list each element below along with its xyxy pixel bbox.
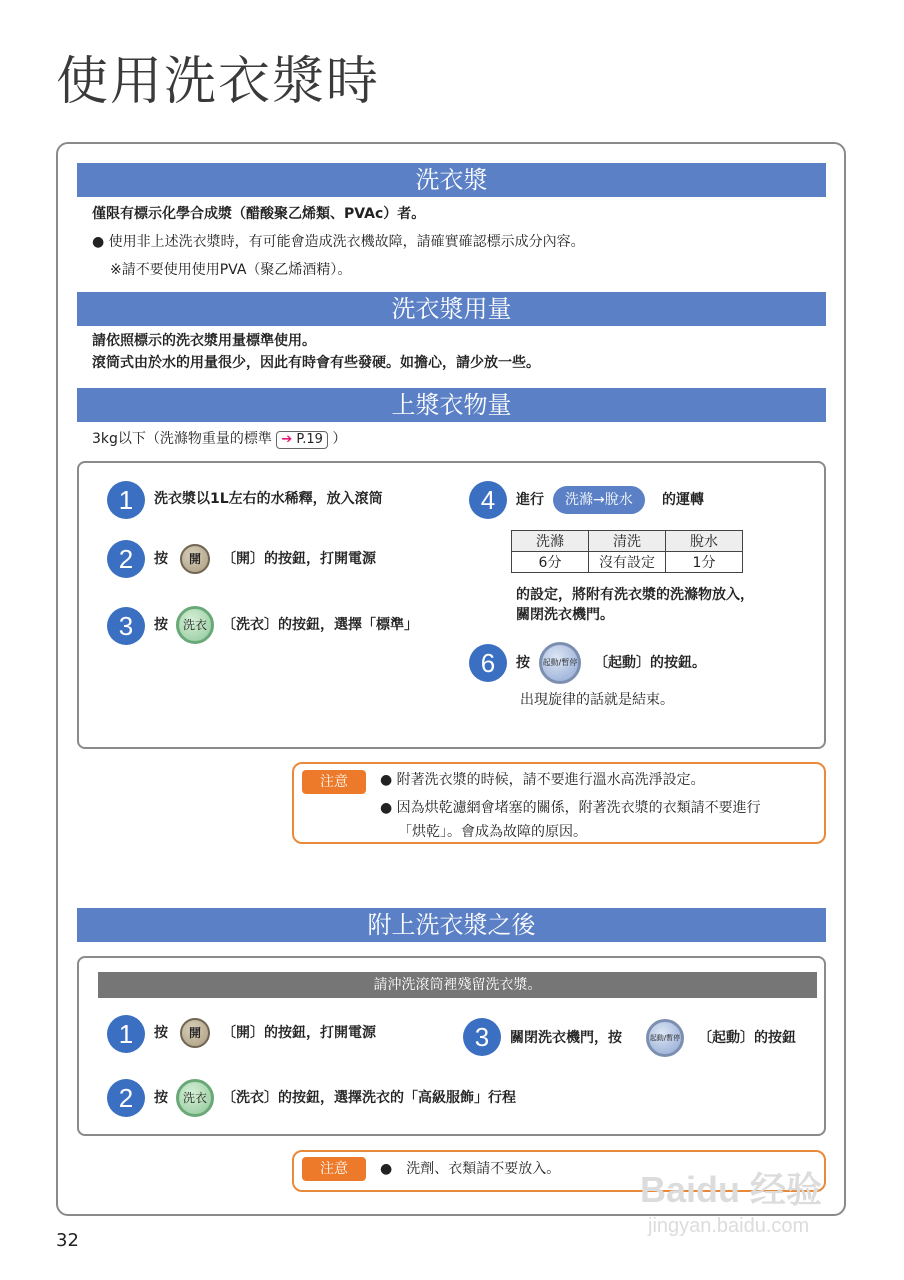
section-header-starch-load: 上漿衣物量	[77, 388, 826, 422]
step-6-subtext: 出現旋律的話就是結束。	[520, 692, 674, 708]
starch-line-3: ※請不要使用使用PVA（聚乙烯酒精）。	[110, 262, 352, 278]
load-reference-text: 3kg以下（洗滌物重量的標準	[92, 431, 272, 447]
step-number-1: 1	[107, 481, 145, 519]
amount-line-2: 滾筒式由於水的用量很少，因此有時會有些發硬。如擔心，請少放一些。	[92, 355, 540, 371]
step-3-text: 〔洗衣〕的按鈕，選擇「標準」	[222, 617, 418, 633]
section-header-starch-amount: 洗衣漿用量	[77, 292, 826, 326]
table-cell: 沒有設定	[589, 552, 666, 573]
step-4-suffix: 的運轉	[662, 492, 704, 508]
after-step-1-prefix: 按	[154, 1025, 168, 1041]
table-cell: 1分	[666, 552, 743, 573]
step-number-3: 3	[107, 607, 145, 645]
page-title: 使用洗衣漿時	[56, 52, 381, 112]
step-number-3: 3	[463, 1018, 501, 1056]
table-row	[512, 552, 743, 573]
page-reference-label: P.19	[296, 432, 323, 447]
baidu-watermark-url: jingyan.baidu.com	[648, 1215, 810, 1237]
starch-line-1: 僅限有標示化學合成漿（醋酸聚乙烯類、PVAc）者。	[92, 206, 426, 222]
power-button-icon: 開	[180, 544, 210, 574]
caution-badge: 注意	[302, 1157, 366, 1181]
section-header-starch: 洗衣漿	[77, 163, 826, 197]
after-step-2-prefix: 按	[154, 1090, 168, 1106]
step-5-line-1: 的設定，將附有洗衣漿的洗滌物放入，	[516, 587, 754, 603]
table-cell: 6分	[512, 552, 589, 573]
start-pause-button-icon: 起動/暫停	[539, 642, 581, 684]
wash-button-icon: 洗衣	[176, 1079, 214, 1117]
caution-item-2-line-2: 「烘乾」。會成為故障的原因。	[398, 824, 587, 840]
table-header-row	[512, 531, 743, 552]
step-6-text: 〔起動〕的按鈕。	[594, 655, 706, 671]
after-step-3-prefix: 關閉洗衣機門，按	[510, 1030, 622, 1046]
load-reference	[92, 429, 346, 449]
step-3-prefix: 按	[154, 617, 168, 633]
after-step-2-text: 〔洗衣〕的按鈕，選擇洗衣的「高級服飾」行程	[222, 1090, 516, 1106]
caution-item-1: ● 附著洗衣漿的時候，請不要進行溫水高洗淨設定。	[380, 772, 705, 788]
table-header-cell: 清洗	[589, 531, 666, 552]
page-reference-link[interactable]	[276, 431, 328, 449]
caution-badge: 注意	[302, 770, 366, 794]
caution-after-item-1: ● 洗劑、衣類請不要放入。	[380, 1161, 561, 1177]
section-header-after-starch: 附上洗衣漿之後	[77, 908, 826, 942]
step-5-line-2: 關閉洗衣機門。	[516, 607, 614, 623]
after-step-1-text: 〔開〕的按鈕，打開電源	[222, 1025, 376, 1041]
step-6-prefix: 按	[516, 655, 530, 671]
step-number-2: 2	[107, 540, 145, 578]
wash-spin-course-badge: 洗滌→脫水	[553, 486, 645, 514]
table-header-cell: 脫水	[666, 531, 743, 552]
arrow-right-icon: ➔	[281, 432, 293, 447]
wash-button-icon: 洗衣	[176, 606, 214, 644]
step-number-2: 2	[107, 1079, 145, 1117]
step-2-prefix: 按	[154, 551, 168, 567]
starch-line-2: ● 使用非上述洗衣漿時，有可能會造成洗衣機故障，請確實確認標示成分內容。	[92, 234, 585, 250]
power-button-icon: 開	[180, 1018, 210, 1048]
step-number-1: 1	[107, 1015, 145, 1053]
table-header-cell: 洗滌	[512, 531, 589, 552]
rinse-instruction-bar: 請沖洗滾筒裡殘留洗衣漿。	[98, 972, 817, 998]
step-number-6: 6	[469, 644, 507, 682]
step-2-text: 〔開〕的按鈕，打開電源	[222, 551, 376, 567]
after-step-3-text: 〔起動〕的按鈕	[698, 1030, 796, 1046]
page-number: 32	[56, 1230, 79, 1251]
load-reference-suffix: ）	[332, 431, 347, 447]
start-pause-button-icon: 起動/暫停	[646, 1019, 684, 1057]
amount-line-1: 請依照標示的洗衣漿用量標準使用。	[92, 333, 316, 349]
step-number-4: 4	[469, 481, 507, 519]
course-settings-table	[511, 530, 743, 573]
step-1-text: 洗衣漿以1L左右的水稀釋，放入滾筒	[154, 491, 383, 507]
step-4-prefix: 進行	[516, 492, 544, 508]
caution-item-2-line-1: ● 因為烘乾濾網會堵塞的關係，附著洗衣漿的衣類請不要進行	[380, 800, 761, 816]
baidu-watermark: Baidu 经验	[640, 1169, 823, 1210]
